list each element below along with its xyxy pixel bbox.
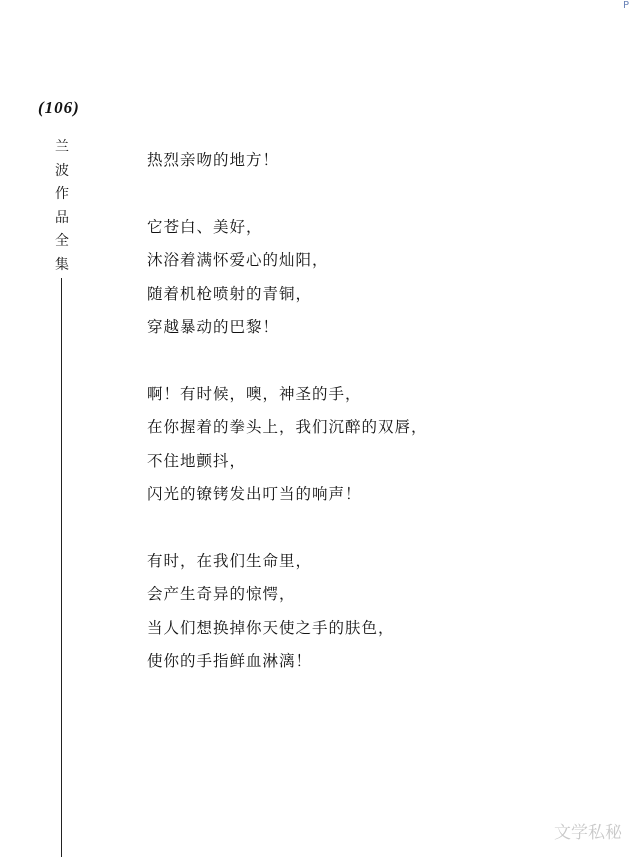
poem-line: 不住地颤抖， xyxy=(147,451,247,470)
running-head-char: 作 xyxy=(55,186,69,202)
poem-line: 热烈亲吻的地方！ xyxy=(147,151,280,169)
poem-line: 有时，在我们生命里， xyxy=(147,551,313,570)
poem-body xyxy=(147,150,428,718)
corner-mark: P xyxy=(622,0,629,11)
stanza xyxy=(147,551,428,685)
stanza xyxy=(147,150,428,184)
poem-line: 沐浴着满怀爱心的灿阳， xyxy=(147,251,329,269)
poem-line: 会产生奇异的惊愕， xyxy=(147,585,296,603)
poem-line: 穿越暴动的巴黎！ xyxy=(147,318,280,336)
poem-line: 它苍白、美好， xyxy=(147,217,263,236)
running-head-char: 集 xyxy=(55,256,69,273)
poem-line: 闪光的镣铐发出叮当的响声！ xyxy=(147,485,362,503)
poem-line: 当人们想换掉你天使之手的肤色， xyxy=(147,618,395,637)
running-head-char: 波 xyxy=(55,162,69,179)
watermark: 文学私秘 xyxy=(554,823,622,843)
stanza xyxy=(147,384,428,518)
poem-line: 啊！有时候，噢，神圣的手， xyxy=(147,384,362,403)
running-head xyxy=(52,136,72,277)
running-head-char: 全 xyxy=(55,233,69,249)
running-head-char: 品 xyxy=(55,209,69,226)
running-head-char: 兰 xyxy=(55,139,69,155)
poem-line: 在你握着的拳头上，我们沉醉的双唇， xyxy=(147,418,428,436)
margin-rule xyxy=(61,278,62,857)
page-number: (106) xyxy=(38,98,80,117)
stanza xyxy=(147,217,428,351)
poem-line: 随着机枪喷射的青铜， xyxy=(147,284,313,303)
poem-line: 使你的手指鲜血淋漓！ xyxy=(147,652,313,670)
